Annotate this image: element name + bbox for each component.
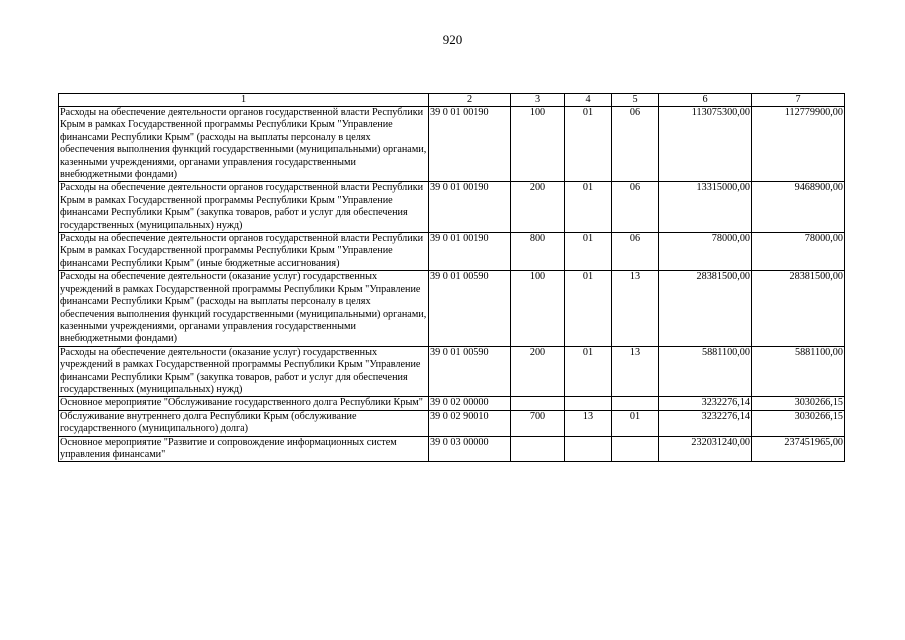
row-expense-type: 100 [511,107,565,182]
row-amount-year2: 28381500,00 [752,271,845,346]
row-amount-year1: 3232276,14 [659,410,752,436]
row-amount-year2: 237451965,00 [752,436,845,462]
table-row [59,182,845,233]
row-target-code: 39 0 01 00190 [429,233,511,271]
row-section: 01 [565,346,612,397]
row-amount-year1: 13315000,00 [659,182,752,233]
row-amount-year1: 5881100,00 [659,346,752,397]
table-row [59,346,845,397]
row-subsection: 06 [612,182,659,233]
row-description: Основное мероприятие "Развитие и сопровождение информационных систем управления финансами" [59,436,429,462]
row-subsection: 06 [612,107,659,182]
row-target-code: 39 0 01 00590 [429,271,511,346]
header-row [59,94,845,107]
row-description: Расходы на обеспечение деятельности (оказание услуг) государственных учреждений в рамках Государственной программы Республики Крым "Управление финансами Республики Крым" (расходы на выплаты персоналу в целях обеспечения выполнения функций государственными (муниципальными) органами, казенными учреждениями, органами управления государственными внебюджетными фондами) [59,271,429,346]
column-header: 7 [752,94,845,107]
row-target-code: 39 0 02 90010 [429,410,511,436]
budget-table [58,93,845,462]
row-amount-year1: 78000,00 [659,233,752,271]
row-expense-type [511,397,565,410]
row-amount-year1: 3232276,14 [659,397,752,410]
row-target-code: 39 0 02 00000 [429,397,511,410]
row-description: Расходы на обеспечение деятельности органов государственной власти Республики Крым в рамках Государственной программы Республики Крым "Управление финансами Республики Крым" (расходы на выплаты персоналу в целях обеспечения выполнения функций государственными (муниципальными) органами, казенными учреждениями, органами управления государственными внебюджетными фондами) [59,107,429,182]
row-amount-year2: 78000,00 [752,233,845,271]
row-amount-year2: 3030266,15 [752,397,845,410]
row-subsection: 13 [612,271,659,346]
row-expense-type: 800 [511,233,565,271]
row-section: 01 [565,107,612,182]
row-amount-year1: 28381500,00 [659,271,752,346]
row-description: Основное мероприятие "Обслуживание государственного долга Республики Крым" [59,397,429,410]
page-number: 920 [442,32,463,47]
table-row [59,271,845,346]
row-target-code: 39 0 01 00190 [429,107,511,182]
table-row [59,397,845,410]
row-subsection [612,397,659,410]
row-amount-year2: 9468900,00 [752,182,845,233]
row-amount-year2: 3030266,15 [752,410,845,436]
table-row [59,410,845,436]
row-target-code: 39 0 01 00190 [429,182,511,233]
column-header: 2 [429,94,511,107]
row-subsection [612,436,659,462]
row-description: Расходы на обеспечение деятельности органов государственной власти Республики Крым в рамках Государственной программы Республики Крым "Управление финансами Республики Крым" (иные бюджетные ассигнования) [59,233,429,271]
row-expense-type [511,436,565,462]
row-subsection: 01 [612,410,659,436]
row-expense-type: 200 [511,346,565,397]
row-section [565,436,612,462]
row-section [565,397,612,410]
row-section: 13 [565,410,612,436]
column-header: 5 [612,94,659,107]
row-section: 01 [565,182,612,233]
row-description: Расходы на обеспечение деятельности (оказание услуг) государственных учреждений в рамках Государственной программы Республики Крым "Управление финансами Республики Крым" (закупка товаров, работ и услуг для обеспечения государственных (муниципальных) нужд) [59,346,429,397]
row-amount-year2: 5881100,00 [752,346,845,397]
row-description: Обслуживание внутреннего долга Республики Крым (обслуживание государственного (муниципального) долга) [59,410,429,436]
row-target-code: 39 0 01 00590 [429,346,511,397]
row-target-code: 39 0 03 00000 [429,436,511,462]
table-row [59,107,845,182]
column-header: 1 [59,94,429,107]
row-description: Расходы на обеспечение деятельности органов государственной власти Республики Крым в рамках Государственной программы Республики Крым "Управление финансами Республики Крым" (закупка товаров, работ и услуг для обеспечения государственных (муниципальных) нужд) [59,182,429,233]
row-section: 01 [565,271,612,346]
row-amount-year1: 113075300,00 [659,107,752,182]
table-row [59,436,845,462]
row-subsection: 13 [612,346,659,397]
row-expense-type: 200 [511,182,565,233]
row-amount-year2: 112779900,00 [752,107,845,182]
column-header: 4 [565,94,612,107]
row-amount-year1: 232031240,00 [659,436,752,462]
table-row [59,233,845,271]
row-section: 01 [565,233,612,271]
row-expense-type: 100 [511,271,565,346]
row-subsection: 06 [612,233,659,271]
column-header: 6 [659,94,752,107]
column-header: 3 [511,94,565,107]
row-expense-type: 700 [511,410,565,436]
